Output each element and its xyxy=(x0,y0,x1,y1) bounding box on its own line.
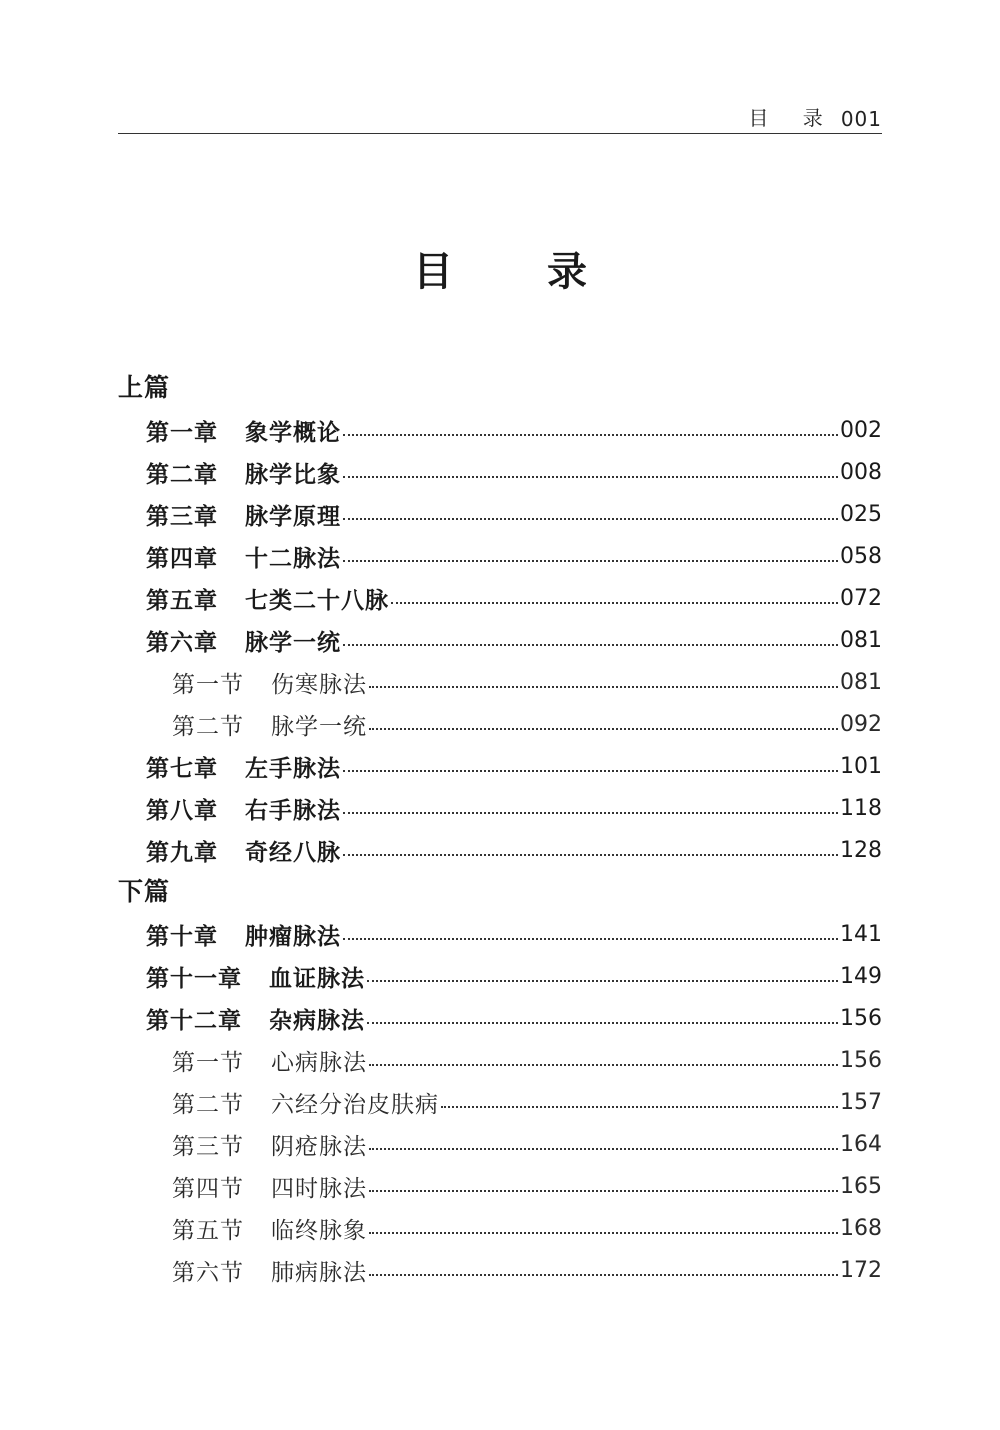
page-title: 目 录 xyxy=(413,249,627,295)
toc-entry-title: 象学概论 xyxy=(245,419,341,446)
toc-entry-page-number: 101 xyxy=(840,753,882,779)
running-header-title: 目 录 xyxy=(748,106,837,130)
toc-dot-leader xyxy=(343,854,838,856)
toc-dot-leader xyxy=(367,980,838,982)
toc-dot-leader xyxy=(343,938,838,940)
toc-chapter-entry[interactable] xyxy=(118,745,882,787)
toc-chapter-entry[interactable] xyxy=(118,997,882,1039)
toc-entry-label: 第三章 xyxy=(146,503,218,530)
toc-entry-title: 肺病脉法 xyxy=(271,1259,367,1286)
toc-entry-label: 第八章 xyxy=(146,797,218,824)
toc-dot-leader xyxy=(343,560,838,562)
toc-chapter-entry[interactable] xyxy=(118,409,882,451)
toc-entry-label: 第一章 xyxy=(146,419,218,446)
toc-section-entry[interactable] xyxy=(118,1249,882,1291)
toc-entry-title: 肿瘤脉法 xyxy=(245,923,341,950)
toc-dot-leader xyxy=(343,518,838,520)
toc-entry-label: 第十章 xyxy=(146,923,218,950)
toc-section-entry[interactable] xyxy=(118,1039,882,1081)
toc-section-entry[interactable] xyxy=(118,703,882,745)
toc-entry-label: 第十一章 xyxy=(146,965,242,992)
toc-entry-page-number: 156 xyxy=(840,1047,882,1073)
toc-entry-title: 血证脉法 xyxy=(269,965,365,992)
toc-entry-label: 第二节 xyxy=(172,713,244,740)
toc-entry-page-number: 081 xyxy=(840,627,882,653)
toc-chapter-entry[interactable] xyxy=(118,577,882,619)
toc-section-entry[interactable] xyxy=(118,1081,882,1123)
toc-chapter-entry[interactable] xyxy=(118,829,882,871)
toc-entry-title: 脉学一统 xyxy=(245,629,341,656)
toc-part-heading: 下篇 xyxy=(118,877,171,906)
toc-dot-leader xyxy=(369,1148,838,1150)
toc-entry-page-number: 025 xyxy=(840,501,882,527)
toc-dot-leader xyxy=(369,1232,838,1234)
toc-entry-page-number: 165 xyxy=(840,1173,882,1199)
toc-entry-label: 第五节 xyxy=(172,1217,244,1244)
toc-section-entry[interactable] xyxy=(118,1207,882,1249)
toc-chapter-entry[interactable] xyxy=(118,787,882,829)
table-of-contents xyxy=(118,367,882,1291)
toc-dot-leader xyxy=(343,476,838,478)
toc-entry-label: 第三节 xyxy=(172,1133,244,1160)
toc-dot-leader xyxy=(441,1106,838,1108)
toc-dot-leader xyxy=(369,1064,838,1066)
toc-entry-title: 右手脉法 xyxy=(245,797,341,824)
toc-section-entry[interactable] xyxy=(118,1123,882,1165)
toc-entry-label: 第五章 xyxy=(146,587,218,614)
toc-dot-leader xyxy=(343,434,838,436)
running-header xyxy=(118,104,882,134)
toc-entry-page-number: 008 xyxy=(840,459,882,485)
toc-chapter-entry[interactable] xyxy=(118,955,882,997)
toc-entry-title: 临终脉象 xyxy=(271,1217,367,1244)
toc-entry-title: 伤寒脉法 xyxy=(271,671,367,698)
toc-dot-leader xyxy=(343,770,838,772)
toc-entry-label: 第一节 xyxy=(172,671,244,698)
toc-entry-page-number: 072 xyxy=(840,585,882,611)
toc-entry-page-number: 168 xyxy=(840,1215,882,1241)
running-header-page-number: 001 xyxy=(840,107,882,131)
toc-entry-title: 杂病脉法 xyxy=(269,1007,365,1034)
toc-part-heading: 上篇 xyxy=(118,373,171,402)
toc-entry-page-number: 058 xyxy=(840,543,882,569)
toc-dot-leader xyxy=(343,812,838,814)
toc-entry-label: 第四章 xyxy=(146,545,218,572)
toc-dot-leader xyxy=(369,1274,838,1276)
toc-entry-page-number: 164 xyxy=(840,1131,882,1157)
toc-chapter-entry[interactable] xyxy=(118,451,882,493)
toc-entry-page-number: 156 xyxy=(840,1005,882,1031)
toc-entry-title: 十二脉法 xyxy=(245,545,341,572)
toc-entry-page-number: 128 xyxy=(840,837,882,863)
toc-chapter-entry[interactable] xyxy=(118,493,882,535)
toc-entry-page-number: 081 xyxy=(840,669,882,695)
toc-entry-title: 脉学原理 xyxy=(245,503,341,530)
toc-section-entry[interactable] xyxy=(118,661,882,703)
toc-entry-label: 第七章 xyxy=(146,755,218,782)
toc-entry-page-number: 118 xyxy=(840,795,882,821)
toc-entry-title: 奇经八脉 xyxy=(245,839,341,866)
toc-entry-page-number: 141 xyxy=(840,921,882,947)
toc-entry-title: 阴疮脉法 xyxy=(271,1133,367,1160)
toc-entry-page-number: 172 xyxy=(840,1257,882,1283)
toc-chapter-entry[interactable] xyxy=(118,913,882,955)
toc-entry-title: 七类二十八脉 xyxy=(245,587,389,614)
toc-entry-label: 第九章 xyxy=(146,839,218,866)
toc-entry-title: 脉学比象 xyxy=(245,461,341,488)
toc-section-entry[interactable] xyxy=(118,1165,882,1207)
toc-entry-label: 第十二章 xyxy=(146,1007,242,1034)
toc-dot-leader xyxy=(369,1190,838,1192)
toc-entry-page-number: 149 xyxy=(840,963,882,989)
toc-entry-title: 六经分治皮肤病 xyxy=(271,1091,439,1118)
toc-dot-leader xyxy=(367,1022,838,1024)
toc-dot-leader xyxy=(369,686,838,688)
toc-entry-label: 第二章 xyxy=(146,461,218,488)
toc-entry-title: 心病脉法 xyxy=(271,1049,367,1076)
toc-entry-label: 第一节 xyxy=(172,1049,244,1076)
toc-entry-label: 第六章 xyxy=(146,629,218,656)
toc-dot-leader xyxy=(391,602,838,604)
toc-entry-title: 四时脉法 xyxy=(271,1175,367,1202)
toc-entry-label: 第二节 xyxy=(172,1091,244,1118)
toc-entry-label: 第四节 xyxy=(172,1175,244,1202)
toc-entry-label: 第六节 xyxy=(172,1259,244,1286)
toc-chapter-entry[interactable] xyxy=(118,535,882,577)
toc-entry-page-number: 002 xyxy=(840,417,882,443)
toc-dot-leader xyxy=(343,644,838,646)
toc-entry-page-number: 092 xyxy=(840,711,882,737)
toc-chapter-entry[interactable] xyxy=(118,619,882,661)
toc-entry-page-number: 157 xyxy=(840,1089,882,1115)
toc-entry-title: 脉学一统 xyxy=(271,713,367,740)
toc-dot-leader xyxy=(369,728,838,730)
toc-entry-title: 左手脉法 xyxy=(245,755,341,782)
